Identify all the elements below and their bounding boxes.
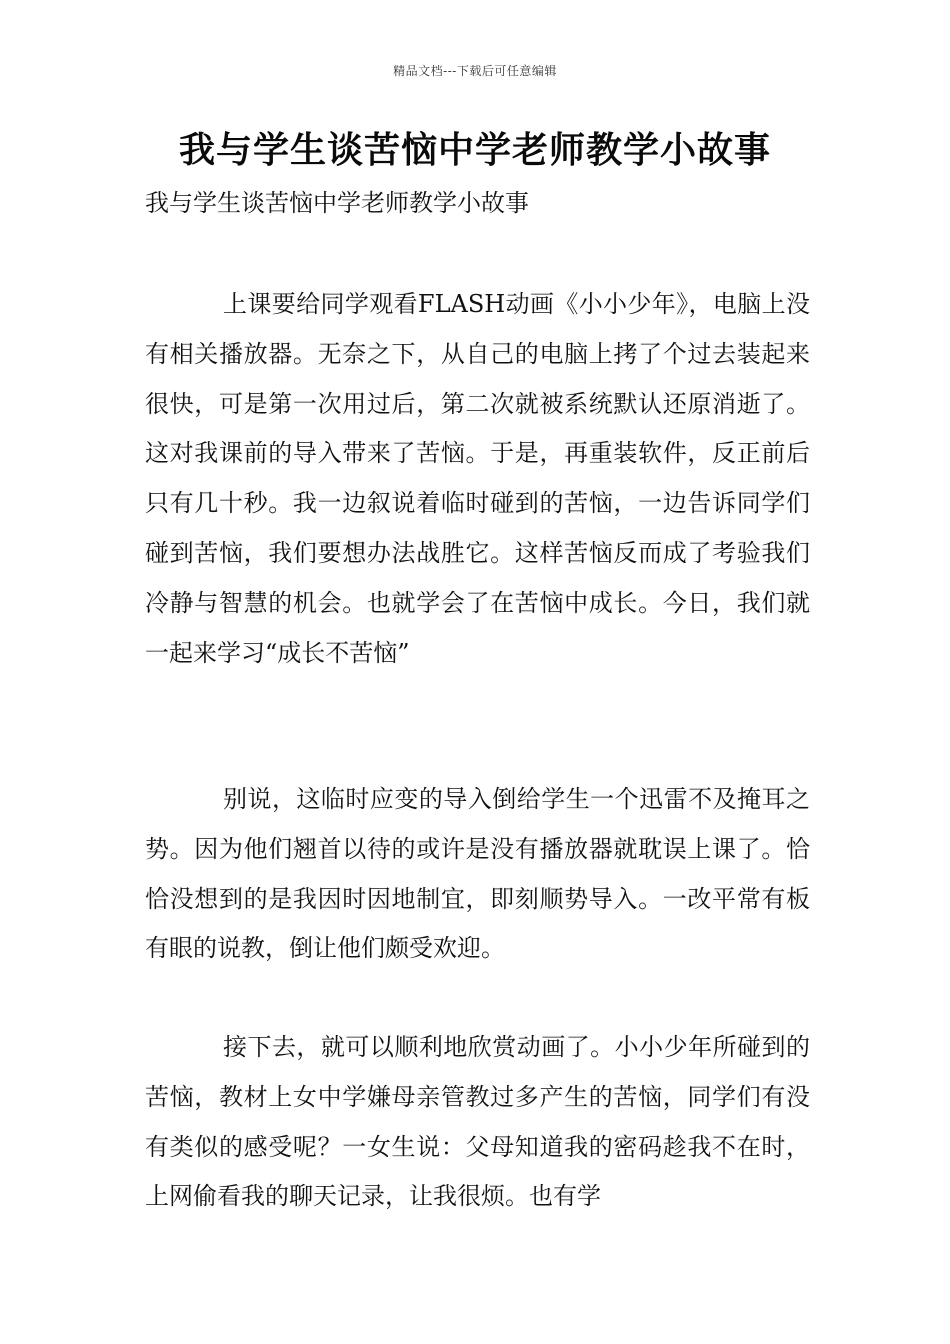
body-paragraph: 上课要给同学观看FLASH动画《小小少年》，电脑上没有相关播放器。无奈之下，从自己的电脑上拷了个过去装起来很快，可是第一次用过后，第二次就被系统默认还原消逝了。这对我课前的导入带来了苦恼。于是，再重装软件，反正前后只有几十秒。我一边叙说着临时碰到的苦恼，一边告诉同学们碰到苦恼，我们要想办法战胜它。这样苦恼反而成了考验我们冷静与智慧的机会。也就学会了在苦恼中成长。今日，我们就一起来学习“成长不苦恼” [145,290,810,667]
header-note: 精品文档---下载后可任意编辑 [393,64,557,78]
body-paragraph: 接下去，就可以顺利地欣赏动画了。小小少年所碰到的苦恼，教材上女中学嫌母亲管教过多产生的苦恼，同学们有没有类似的感受呢？一女生说：父母知道我的密码趁我不在时，上网偷看我的聊天记录，让我很烦。也有学 [145,1033,810,1211]
body-paragraph: 别说，这临时应变的导入倒给学生一个迅雷不及掩耳之势。因为他们翘首以待的或许是没有播放器就耽误上课了。恰恰没想到的是我因时因地制宜，即刻顺势导入。一改平常有板有眼的说教，倒让他们颇受欢迎。 [145,785,810,963]
document-title: 我与学生谈苦恼中学老师教学小故事 [178,130,771,171]
document-subtitle: 我与学生谈苦恼中学老师教学小故事 [145,189,529,217]
